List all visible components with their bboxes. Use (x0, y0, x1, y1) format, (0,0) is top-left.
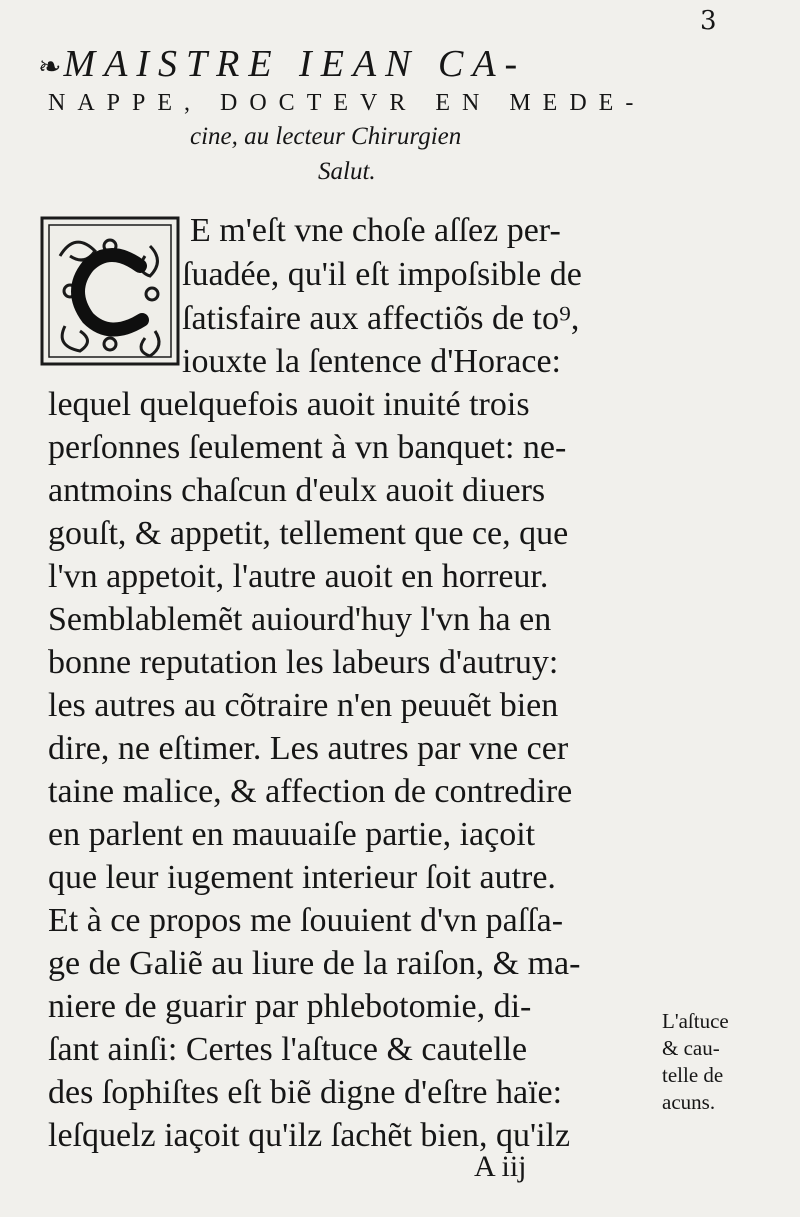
heading-addressee-line: cine, au lecteur Chirurgien (190, 123, 462, 150)
text-line: bonne reputation les labeurs d'autruy: (48, 644, 559, 681)
marginal-note (662, 1008, 729, 1116)
text-line: en parlent en mauuaiſe partie, iaçoit (48, 816, 536, 853)
decorated-initial-icon (40, 216, 180, 366)
heading-line1-text: MAISTRE IEAN CA- (63, 43, 527, 85)
text-line: les autres au cõtraire n'en peuuẽt bien (48, 687, 559, 724)
text-line: ſuadée, qu'il eſt impoſsible de (182, 256, 582, 293)
signature-mark: A iij (474, 1150, 527, 1183)
heading-subtitle-line: NAPPE, DOCTEVR EN MEDE- (48, 90, 646, 116)
drop-cap-letter: C (95, 273, 125, 322)
text-line: gouſt, & appetit, tellement que ce, que (48, 515, 569, 552)
text-line: perſonnes ſeulement à vn banquet: ne- (48, 429, 567, 466)
heading-title-line (38, 42, 526, 86)
page-number: 3 (700, 6, 717, 36)
text-line: l'vn appetoit, l'autre auoit en horreur. (48, 558, 549, 595)
heading-salutation: Salut. (318, 158, 376, 185)
margin-note-line: & cau- (662, 1036, 720, 1060)
text-line: iouxte la ſentence d'Horace: (182, 343, 561, 380)
fleuron-ornament-icon: ❧ (38, 52, 62, 83)
text-line: Semblablemẽt auiourd'huy l'vn ha en (48, 601, 552, 638)
text-line: dire, ne eſtimer. Les autres par vne cer (48, 730, 569, 767)
text-line: que leur iugement interieur ſoit autre. (48, 859, 556, 896)
text-line: Et à ce propos me ſouuient d'vn paſſa- (48, 902, 564, 939)
margin-note-line: L'aſtuce (662, 1009, 729, 1033)
text-line: ſatisfaire aux affectiõs de to⁹, (182, 300, 580, 337)
text-line: niere de guarir par phlebotomie, di- (48, 988, 532, 1025)
text-line: E m'eſt vne choſe aſſez per- (190, 212, 561, 249)
margin-note-line: telle de (662, 1063, 724, 1087)
text-line: leſquelz iaçoit qu'ilz ſachẽt bien, qu'ilz (48, 1117, 571, 1154)
text-line: ge de Galiẽ au liure de la raiſon, & ma- (48, 945, 581, 982)
text-line: ſant ainſi: Certes l'aſtuce & cautelle (48, 1031, 528, 1068)
margin-note-line: acuns. (662, 1090, 716, 1114)
text-line: des ſophiſtes eſt biẽ digne d'eſtre haïe: (48, 1074, 563, 1111)
text-line: taine malice, & affection de contredire (48, 773, 573, 810)
text-line: lequel quelquefois auoit inuité trois (48, 386, 530, 423)
text-line: antmoins chaſcun d'eulx auoit diuers (48, 472, 546, 509)
